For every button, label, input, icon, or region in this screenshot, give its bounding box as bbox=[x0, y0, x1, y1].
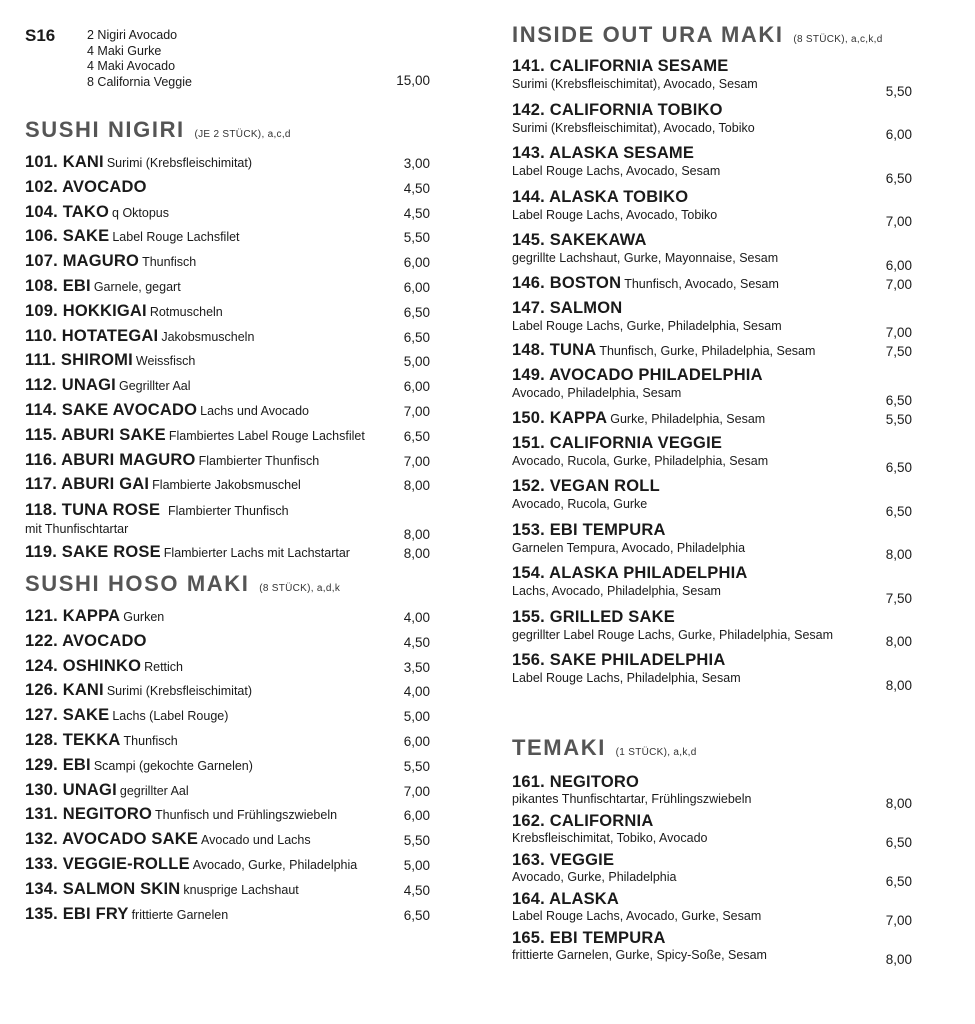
item-desc: Thunfisch bbox=[142, 255, 197, 270]
item-price: 7,00 bbox=[885, 276, 912, 292]
item-desc: Avocado, Gurke, Philadelphia bbox=[192, 857, 358, 872]
menu-item bbox=[25, 277, 430, 302]
item-price: 4,50 bbox=[403, 882, 430, 898]
item-desc: Label Rouge Lachs, Philadelphia, Sesam bbox=[512, 671, 741, 685]
item-desc: Thunfisch, Gurke, Philadelphia, Sesam bbox=[599, 344, 816, 358]
item-name: 164. ALASKA bbox=[512, 890, 620, 909]
item-price: 6,00 bbox=[403, 279, 430, 295]
item-name-text: 118. TUNA ROSE bbox=[25, 501, 161, 520]
combo-price: 15,00 bbox=[396, 73, 430, 88]
item-name: 121. KAPPA bbox=[25, 606, 121, 625]
item-price: 4,50 bbox=[403, 634, 430, 650]
item-desc: Scampi (gekochte Garnelen) bbox=[93, 758, 253, 773]
menu-item bbox=[25, 401, 430, 426]
item-name: 131. NEGITORO bbox=[25, 805, 153, 824]
item-price: 6,50 bbox=[403, 428, 430, 444]
menu-item bbox=[25, 855, 430, 880]
item-desc: Label Rouge Lachsfilet bbox=[112, 230, 240, 245]
item-price: 8,00 bbox=[403, 527, 430, 543]
item-name: 102. AVOCADO bbox=[25, 177, 147, 196]
menu-item bbox=[512, 56, 912, 100]
item-price: 6,00 bbox=[403, 379, 430, 395]
item-name: 117. ABURI GAI bbox=[25, 475, 150, 494]
item-name: 101. KANI bbox=[25, 153, 104, 171]
item-price: 6,00 bbox=[885, 127, 912, 142]
item-price: 5,50 bbox=[885, 411, 912, 427]
item-price: 5,00 bbox=[403, 354, 430, 370]
section-title-text: SUSHI HOSO MAKI bbox=[25, 570, 250, 596]
menu-item bbox=[512, 890, 912, 929]
item-desc: Thunfisch und Frühlingszwiebeln bbox=[155, 808, 338, 823]
item-price: 6,50 bbox=[885, 460, 912, 475]
item-price: 7,00 bbox=[885, 214, 912, 229]
right-column bbox=[512, 0, 912, 968]
item-name: 110. HOTATEGAI bbox=[25, 326, 159, 345]
item-name: 124. OSHINKO bbox=[25, 656, 142, 675]
item-desc: Flambierte Jakobsmuschel bbox=[152, 478, 301, 493]
item-price: 6,00 bbox=[403, 808, 430, 824]
section-note: (1 STÜCK), a,k,d bbox=[615, 746, 697, 758]
menu-item bbox=[25, 153, 430, 178]
section-title-hoso bbox=[25, 570, 430, 603]
item-price: 7,50 bbox=[885, 590, 912, 606]
menu-item bbox=[512, 100, 912, 144]
menu-item bbox=[25, 543, 430, 568]
item-price: 8,00 bbox=[885, 634, 912, 649]
menu-item bbox=[25, 805, 430, 830]
section-title-text: TEMAKI bbox=[512, 734, 606, 760]
item-desc: Flambiertes Label Rouge Lachsfilet bbox=[168, 428, 365, 443]
menu-item bbox=[512, 341, 912, 365]
combo-code: S16 bbox=[25, 26, 56, 45]
item-desc: Rettich bbox=[144, 659, 184, 674]
menu-item bbox=[25, 607, 430, 632]
item-desc: frittierte Garnelen, Gurke, Spicy-Soße, Sesam bbox=[512, 948, 767, 963]
combo-line: 2 Nigiri Avocado bbox=[87, 28, 178, 42]
menu-item bbox=[25, 302, 430, 327]
menu-item bbox=[25, 706, 430, 731]
item-desc: q Oktopus bbox=[112, 205, 170, 220]
item-name: 129. EBI bbox=[25, 755, 91, 774]
combo-line: 4 Maki Avocado bbox=[87, 59, 176, 73]
item-price: 3,50 bbox=[403, 659, 430, 675]
menu-item bbox=[25, 681, 430, 706]
item-desc: Gurken bbox=[123, 609, 165, 624]
temaki-list bbox=[512, 773, 912, 969]
item-desc: Flambierter Thunfisch bbox=[198, 453, 320, 468]
ura-list bbox=[512, 56, 912, 694]
hoso-list bbox=[25, 607, 430, 929]
item-name: 104. TAKO bbox=[25, 202, 110, 221]
item-price: 8,00 bbox=[885, 952, 912, 968]
item-desc: Gegrillter Aal bbox=[118, 379, 191, 394]
section-note: (8 STÜCK), a,c,k,d bbox=[793, 34, 883, 45]
item-desc: Lachs und Avocado bbox=[200, 403, 310, 418]
section-title-text: INSIDE OUT URA MAKI bbox=[512, 22, 784, 47]
item-name: 135. EBI FRY bbox=[25, 904, 129, 923]
menu-item bbox=[25, 178, 430, 203]
item-price: 6,50 bbox=[403, 329, 430, 345]
item-price: 7,00 bbox=[403, 403, 430, 419]
item-desc: Avocado, Gurke, Philadelphia bbox=[512, 869, 677, 884]
item-price: 6,50 bbox=[885, 170, 912, 186]
item-price: 8,00 bbox=[885, 547, 912, 562]
item-name: 151. CALIFORNIA VEGGIE bbox=[512, 433, 723, 452]
menu-item bbox=[512, 230, 912, 274]
menu-item bbox=[512, 143, 912, 187]
item-desc: Surimi (Krebsfleischimitat) bbox=[106, 684, 253, 699]
item-name: 162. CALIFORNIA bbox=[512, 811, 654, 830]
item-price: 4,50 bbox=[403, 205, 430, 221]
item-price: 5,50 bbox=[403, 230, 430, 246]
menu-item bbox=[512, 773, 912, 812]
item-price: 6,50 bbox=[885, 874, 912, 890]
menu-item bbox=[512, 929, 912, 968]
item-name: 146. BOSTON bbox=[512, 273, 622, 292]
menu-item bbox=[25, 632, 430, 657]
menu-item bbox=[512, 851, 912, 890]
item-name: 107. MAGURO bbox=[25, 252, 140, 271]
item-price: 5,50 bbox=[403, 833, 430, 849]
item-price: 7,00 bbox=[885, 913, 912, 929]
item-name: 109. HOKKIGAI bbox=[25, 301, 147, 320]
section-title-nigiri bbox=[25, 116, 430, 149]
item-desc: Garnelen Tempura, Avocado, Philadelphia bbox=[512, 540, 746, 555]
item-price: 4,50 bbox=[403, 180, 430, 196]
item-desc: Flambierter Thunfisch bbox=[167, 504, 289, 519]
item-name bbox=[25, 500, 430, 521]
item-price: 6,50 bbox=[885, 834, 912, 850]
menu-item bbox=[512, 607, 912, 651]
item-name: 115. ABURI SAKE bbox=[25, 425, 166, 444]
item-name: 165. EBI TEMPURA bbox=[512, 929, 666, 948]
item-desc: Avocado, Rucola, Gurke bbox=[512, 497, 648, 511]
menu-item bbox=[512, 563, 912, 607]
item-price: 5,00 bbox=[403, 709, 430, 725]
item-price: 6,50 bbox=[885, 392, 912, 408]
item-price: 6,00 bbox=[885, 257, 912, 273]
item-desc: gegrillter Aal bbox=[119, 783, 189, 798]
menu-item bbox=[25, 203, 430, 228]
item-name: 156. SAKE PHILADELPHIA bbox=[512, 651, 726, 669]
item-price: 4,00 bbox=[403, 684, 430, 700]
menu-item bbox=[25, 756, 430, 781]
item-price: 5,00 bbox=[403, 857, 430, 873]
item-price: 8,00 bbox=[403, 546, 430, 562]
item-desc: Weissfisch bbox=[135, 354, 196, 369]
item-price: 8,00 bbox=[885, 795, 912, 811]
menu-item bbox=[25, 500, 430, 543]
menu-item bbox=[512, 812, 912, 851]
menu-item bbox=[512, 520, 912, 564]
item-desc: Gurke, Philadelphia, Sesam bbox=[610, 411, 766, 426]
item-name: 148. TUNA bbox=[512, 341, 597, 359]
item-name: 112. UNAGI bbox=[25, 376, 116, 395]
combo-lines bbox=[87, 28, 192, 90]
item-name: 132. AVOCADO SAKE bbox=[25, 830, 199, 849]
menu-item bbox=[25, 252, 430, 277]
item-price: 6,00 bbox=[403, 255, 430, 271]
combo-line: 4 Maki Gurke bbox=[87, 43, 162, 58]
menu-item bbox=[25, 830, 430, 855]
item-desc: Surimi (Krebsfleischimitat), Avocado, Tobiko bbox=[512, 120, 755, 135]
item-name: 133. VEGGIE-ROLLE bbox=[25, 854, 190, 873]
item-price: 5,50 bbox=[403, 758, 430, 774]
item-price: 6,50 bbox=[403, 304, 430, 320]
item-desc: Flambierter Lachs mit Lachstartar bbox=[163, 546, 350, 561]
item-price: 7,00 bbox=[403, 453, 430, 469]
item-desc: Lachs (Label Rouge) bbox=[112, 709, 229, 724]
item-desc: Label Rouge Lachs, Avocado, Tobiko bbox=[512, 207, 718, 222]
section-title-text: SUSHI NIGIRI bbox=[25, 117, 185, 142]
item-name: 145. SAKEKAWA bbox=[512, 231, 647, 249]
item-name: 128. TEKKA bbox=[25, 730, 121, 749]
item-price: 8,00 bbox=[885, 677, 912, 693]
item-name: 147. SALMON bbox=[512, 298, 623, 317]
item-name: 108. EBI bbox=[25, 276, 91, 295]
menu-item bbox=[512, 298, 912, 342]
item-price: 3,00 bbox=[403, 156, 430, 171]
item-desc: Surimi (Krebsfleischimitat) bbox=[106, 156, 253, 170]
item-desc: Krebsfleischimitat, Tobiko, Avocado bbox=[512, 830, 708, 845]
item-desc: pikantes Thunfischtartar, Frühlingszwiebeln bbox=[512, 791, 752, 806]
item-desc: frittierte Garnelen bbox=[131, 907, 229, 922]
item-price: 6,50 bbox=[885, 503, 912, 519]
item-desc: Label Rouge Lachs, Avocado, Gurke, Sesam bbox=[512, 909, 762, 924]
menu-item bbox=[25, 731, 430, 756]
item-name: 152. VEGAN ROLL bbox=[512, 477, 660, 495]
item-name: 155. GRILLED SAKE bbox=[512, 607, 675, 626]
item-name: 111. SHIROMI bbox=[25, 351, 133, 370]
item-name: 130. UNAGI bbox=[25, 780, 117, 799]
item-price: 8,00 bbox=[403, 478, 430, 494]
item-name: 154. ALASKA PHILADELPHIA bbox=[512, 564, 748, 582]
item-name: 114. SAKE AVOCADO bbox=[25, 400, 198, 419]
item-desc: gegrillte Lachshaut, Gurke, Mayonnaise, Sesam bbox=[512, 251, 779, 265]
item-price: 7,00 bbox=[885, 325, 912, 340]
item-name: 106. SAKE bbox=[25, 227, 110, 246]
section-note: (JE 2 STÜCK), a,c,d bbox=[194, 129, 291, 140]
item-name: 153. EBI TEMPURA bbox=[512, 520, 666, 539]
item-name: 122. AVOCADO bbox=[25, 631, 147, 650]
item-desc: Garnele, gegart bbox=[93, 279, 181, 294]
menu-item bbox=[512, 187, 912, 231]
item-name: 134. SALMON SKIN bbox=[25, 879, 181, 898]
item-desc: Lachs, Avocado, Philadelphia, Sesam bbox=[512, 584, 721, 598]
item-name: 142. CALIFORNIA TOBIKO bbox=[512, 100, 723, 119]
menu-item bbox=[25, 327, 430, 352]
menu-item bbox=[25, 376, 430, 401]
item-price: 7,00 bbox=[403, 783, 430, 799]
item-desc: gegrillter Label Rouge Lachs, Gurke, Philadelphia, Sesam bbox=[512, 627, 834, 642]
menu-item bbox=[25, 227, 430, 252]
item-price: 7,50 bbox=[885, 344, 912, 359]
item-desc: Thunfisch, Avocado, Sesam bbox=[624, 276, 779, 291]
item-desc: Thunfisch bbox=[123, 733, 178, 748]
menu-item bbox=[25, 905, 430, 930]
item-desc: Jakobsmuscheln bbox=[161, 329, 255, 344]
menu-item bbox=[512, 274, 912, 298]
combo-s16 bbox=[25, 26, 430, 89]
item-name: 127. SAKE bbox=[25, 706, 110, 725]
section-note: (8 STÜCK), a,d,k bbox=[259, 582, 341, 594]
item-name: 161. NEGITORO bbox=[512, 772, 640, 791]
item-name: 116. ABURI MAGURO bbox=[25, 450, 196, 469]
menu-item bbox=[25, 426, 430, 451]
menu-item bbox=[512, 650, 912, 694]
item-desc: Avocado, Philadelphia, Sesam bbox=[512, 386, 682, 400]
item-name: 163. VEGGIE bbox=[512, 850, 615, 869]
nigiri-list bbox=[25, 153, 430, 500]
section-title-temaki bbox=[512, 734, 912, 767]
menu-item bbox=[512, 433, 912, 477]
menu-item bbox=[512, 365, 912, 409]
item-desc: Avocado, Rucola, Gurke, Philadelphia, Sesam bbox=[512, 453, 769, 468]
item-desc: Surimi (Krebsfleischimitat), Avocado, Sesam bbox=[512, 77, 758, 91]
menu-item bbox=[512, 409, 912, 433]
menu-item bbox=[25, 351, 430, 376]
item-price: 6,00 bbox=[403, 733, 430, 749]
menu-item bbox=[25, 451, 430, 476]
item-desc-cont: mit Thunfischtartar bbox=[25, 522, 129, 537]
menu-item bbox=[512, 476, 912, 520]
item-name: 126. KANI bbox=[25, 681, 104, 700]
item-name: 141. CALIFORNIA SESAME bbox=[512, 57, 729, 75]
item-name: 144. ALASKA TOBIKO bbox=[512, 187, 689, 206]
item-name: 119. SAKE ROSE bbox=[25, 543, 161, 562]
item-price: 5,50 bbox=[885, 83, 912, 99]
menu-item bbox=[25, 657, 430, 682]
item-price: 6,50 bbox=[403, 907, 430, 923]
menu-item bbox=[25, 781, 430, 806]
item-desc: Avocado und Lachs bbox=[201, 833, 311, 848]
item-desc: Rotmuscheln bbox=[149, 304, 223, 319]
item-desc: Label Rouge Lachs, Gurke, Philadelphia, Sesam bbox=[512, 318, 782, 333]
left-column bbox=[25, 0, 430, 929]
item-desc: knusprige Lachshaut bbox=[183, 882, 299, 897]
item-name: 143. ALASKA SESAME bbox=[512, 144, 695, 162]
combo-line: 8 California Veggie bbox=[87, 74, 192, 89]
item-desc: Label Rouge Lachs, Avocado, Sesam bbox=[512, 164, 721, 178]
section-title-ura bbox=[512, 21, 912, 54]
menu-item bbox=[25, 880, 430, 905]
item-price: 4,00 bbox=[403, 609, 430, 625]
menu-item bbox=[25, 475, 430, 500]
item-name: 149. AVOCADO PHILADELPHIA bbox=[512, 366, 763, 384]
item-name: 150. KAPPA bbox=[512, 408, 608, 427]
